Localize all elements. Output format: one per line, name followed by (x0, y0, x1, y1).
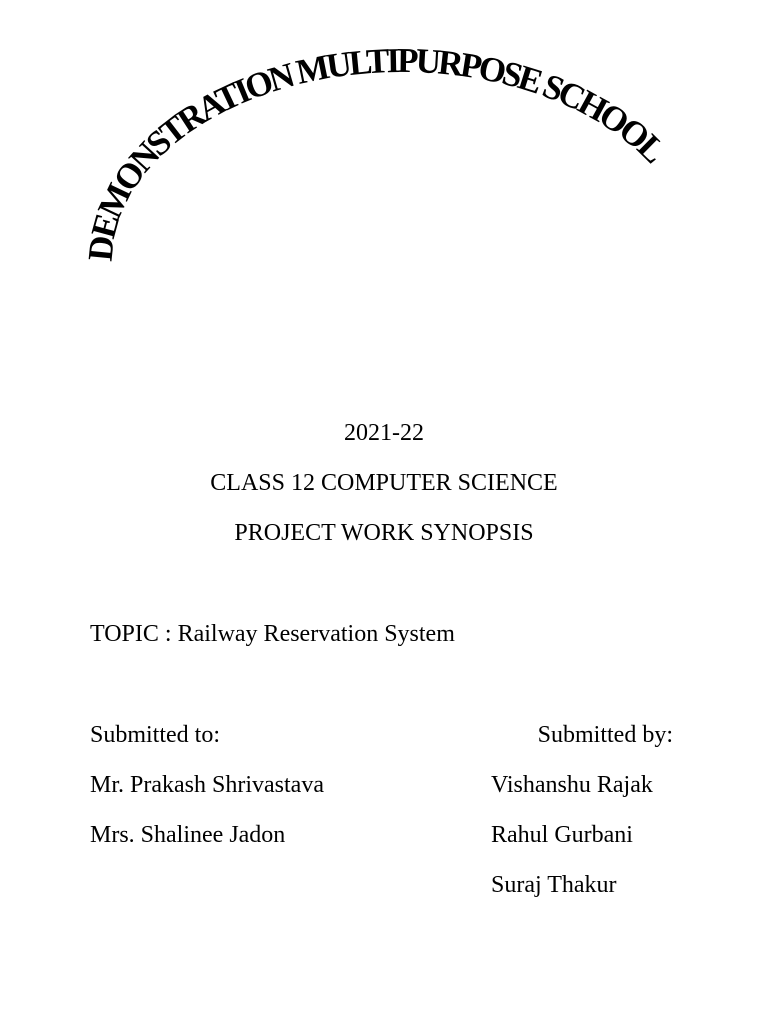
session-year: 2021-22 (344, 420, 424, 446)
submitted-by-label: Submitted by: (537, 722, 673, 748)
submitted-to-name: Mr. Prakash Shrivastava (90, 772, 324, 798)
submitted-by-name: Suraj Thakur (491, 872, 617, 898)
school-name-textpath: DEMONSTRATION MULTIPURPOSE SCHOOL (80, 40, 674, 263)
submitted-to-name: Mrs. Shalinee Jadon (90, 822, 286, 848)
submitted-to-label: Submitted to: (90, 722, 221, 748)
submitted-by-name: Vishanshu Rajak (491, 772, 653, 798)
school-name-arch (0, 0, 768, 320)
submitted-by-name: Rahul Gurbani (491, 822, 633, 848)
school-name (81, 41, 674, 263)
project-topic: TOPIC : Railway Reservation System (90, 621, 455, 647)
class-subject: CLASS 12 COMPUTER SCIENCE (210, 470, 558, 496)
document-type: PROJECT WORK SYNOPSIS (234, 520, 534, 546)
